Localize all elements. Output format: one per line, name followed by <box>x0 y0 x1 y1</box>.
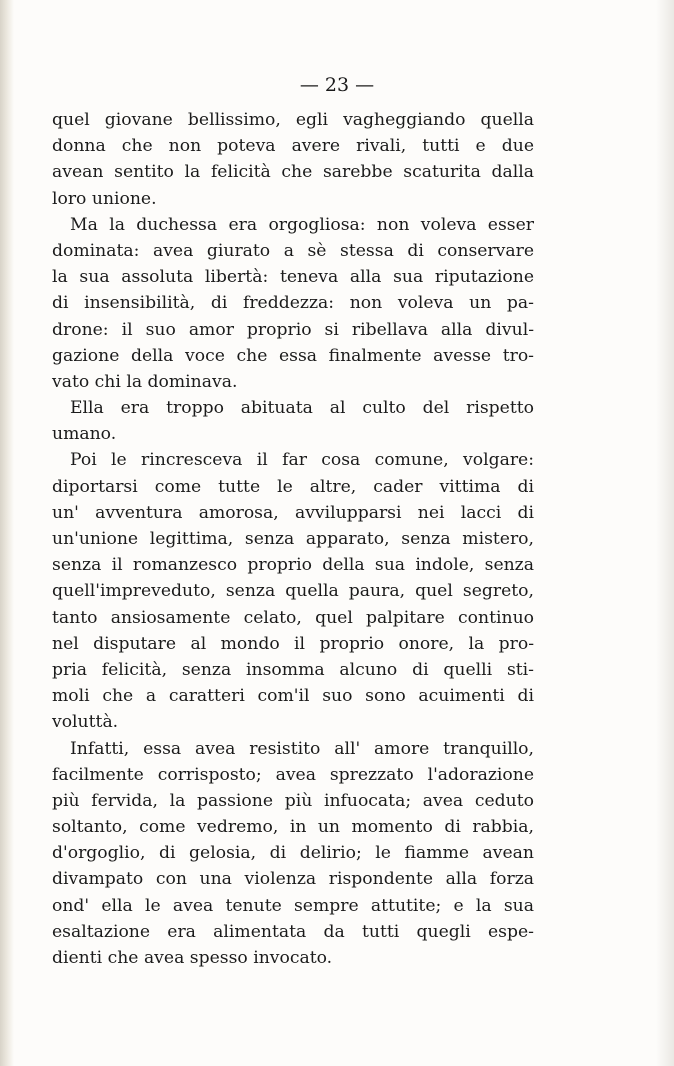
text-line: un' avventura amorosa, avvilupparsi nei lacci di <box>52 502 534 523</box>
text-line: umano. <box>52 424 117 445</box>
text-line: loro unione. <box>52 188 157 209</box>
paragraph <box>52 107 534 212</box>
text-line: gazione della voce che essa finalmente avesse tro- <box>52 345 534 366</box>
text-line: tanto ansiosamente celato, quel palpitare continuo <box>52 607 534 628</box>
text-line: un'unione legittima, senza apparato, senza mistero, <box>52 529 534 549</box>
text-line: moli che a caratteri com'il suo sono acuimenti di <box>52 686 534 707</box>
text-line: la sua assoluta libertà: teneva alla sua riputazione <box>52 267 534 288</box>
paragraph <box>52 736 534 972</box>
text-line: Ella era troppo abituata al culto del rispetto <box>70 398 534 419</box>
text-line: quell'impreveduto, senza quella paura, quel segreto, <box>52 581 534 602</box>
text-line: dominata: avea giurato a sè stessa di conservare <box>52 240 534 261</box>
page-number: — 23 — <box>299 74 375 96</box>
text-line: soltanto, come vedremo, in un momento di rabbia, <box>52 817 534 838</box>
text-line: senza il romanzesco proprio della sua indole, senza <box>52 555 534 576</box>
text-line: vato chi la dominava. <box>52 371 238 392</box>
text-line: di insensibilità, di freddezza: non voleva un pa- <box>52 293 534 314</box>
paragraph <box>52 447 534 735</box>
body-text <box>52 107 534 971</box>
text-line: diportarsi come tutte le altre, cader vittima di <box>52 476 534 497</box>
text-line: voluttà. <box>52 712 119 733</box>
text-line: Infatti, essa avea resistito all' amore tranquillo, <box>70 738 534 759</box>
text-line: esaltazione era alimentata da tutti quegli espe- <box>52 921 534 942</box>
paragraph <box>52 395 534 447</box>
text-line: facilmente corrisposto; avea sprezzato l'adorazione <box>52 764 534 785</box>
paragraph <box>52 212 534 395</box>
text-line: nel disputare al mondo il proprio onore, la pro- <box>52 633 534 654</box>
text-line: avean sentito la felicità che sarebbe scaturita dalla <box>52 162 534 183</box>
text-line: ond' ella le avea tenute sempre attutite; e la sua <box>52 895 534 916</box>
text-line: pria felicità, senza insomma alcuno di quelli sti- <box>52 659 534 680</box>
text-line: quel giovane bellissimo, egli vagheggiando quella <box>52 110 534 130</box>
text-line: donna che non poteva avere rivali, tutti e due <box>52 136 534 157</box>
text-line: drone: il suo amor proprio si ribellava alla divul- <box>52 319 534 340</box>
text-line: Poi le rincresceva il far cosa comune, volgare: <box>70 450 534 471</box>
text-line: divampato con una violenza rispondente alla forza <box>52 869 534 890</box>
text-line: dienti che avea spesso invocato. <box>52 948 333 968</box>
text-line: più fervida, la passione più infuocata; avea ceduto <box>52 790 534 811</box>
text-line: Ma la duchessa era orgogliosa: non voleva esser <box>70 214 534 235</box>
text-line: d'orgoglio, di gelosia, di delirio; le fiamme avean <box>52 843 534 864</box>
